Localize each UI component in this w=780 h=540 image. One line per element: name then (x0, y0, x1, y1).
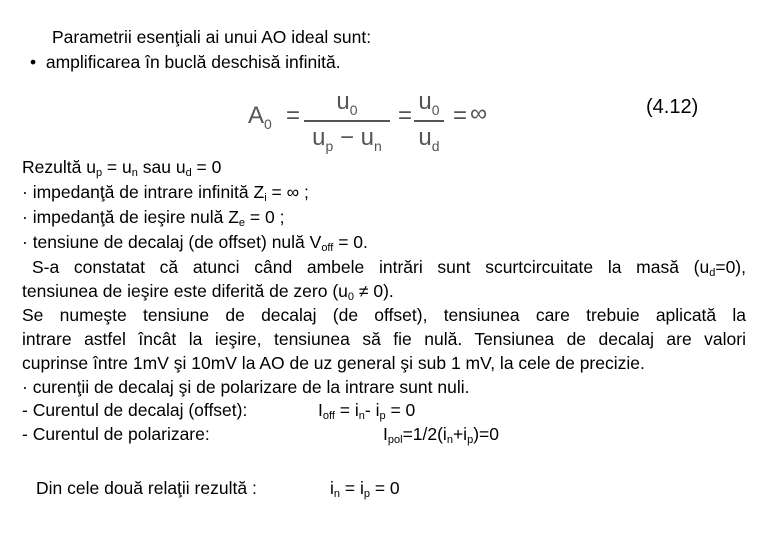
input-impedance-line: · impedanţă de intrare infinită $Z_i$ = ∞ ; (22, 182, 309, 204)
fraction-2-numerator: $u_0$ (418, 88, 440, 118)
formula-infinity: ∞ (470, 100, 488, 127)
paragraph-2-line-3: cuprinse între 1mV şi 10mV la AO de uz general şi sub 1 mV, la cele de precizie. (22, 353, 645, 373)
paragraph-2-line-1: Se numeşte tensiune de decalaj (de offset), tensiunea care trebuie aplicată la (22, 305, 746, 325)
fraction-2 (414, 88, 444, 154)
formula-eq-3: = (453, 102, 468, 129)
paragraph-1-line-2: tensiunea de ieşire este diferită de zero $(u_0 \ne 0)$. (22, 281, 394, 303)
bullet-marker: • (30, 52, 37, 72)
intro-text: Parametrii esenţiali ai unui AO ideal sunt: (52, 27, 372, 47)
offset-current-formula: $I_{off} = i_n-$ $i_p = 0$ (318, 400, 416, 422)
fraction-2-denominator: $u_d$ (418, 124, 440, 154)
paragraph-2-line-2: intrare astfel încât la ieşire, tensiunea să fie nulă. Tensiunea de decalaj are valori (22, 329, 746, 349)
polarization-current-label: - Curentul de polarizare: (22, 424, 210, 444)
polarization-current-formula: $I_{pol}=1/2(i_n+i_p)=0$ (383, 424, 499, 446)
formula-4-12 (248, 88, 498, 154)
paragraph-1-line-1: S-a constatat că atunci când ambele intrări sunt scurtcircuitate la masă $(u_d=0)$, (32, 257, 746, 279)
equation-number: (4.12) (646, 96, 699, 118)
offset-voltage-line: · tensiune de decalaj (de offset) nulă $V_{off} = 0$. (22, 232, 368, 254)
bullet-text: amplificarea în buclă deschisă infinită. (45, 52, 341, 72)
formula-eq-1: = (286, 102, 301, 129)
output-impedance-line: · impedanţă de ieşire nulă $Z_e = 0$ ; (22, 207, 285, 229)
conclusion-label: Din cele două relaţii rezultă : (36, 478, 257, 498)
fraction-1 (304, 88, 390, 154)
formula-eq-2: = (398, 102, 413, 129)
conclusion-formula: $i_n = i_p = 0$ (330, 478, 400, 500)
bullet-item (30, 52, 341, 73)
formula-lhs: $A_0$ (248, 102, 272, 132)
fraction-1-denominator: $u_p - u_n$ (312, 124, 382, 154)
fraction-1-numerator: $u_0$ (336, 88, 358, 118)
offset-current-label: - Curentul de decalaj (offset): (22, 400, 248, 420)
result-line: Rezultă $u_p = u_n$ sau $u_d = 0$ (22, 157, 222, 179)
currents-line: · curenţii de decalaj şi de polarizare de la intrare sunt nuli. (22, 377, 470, 397)
